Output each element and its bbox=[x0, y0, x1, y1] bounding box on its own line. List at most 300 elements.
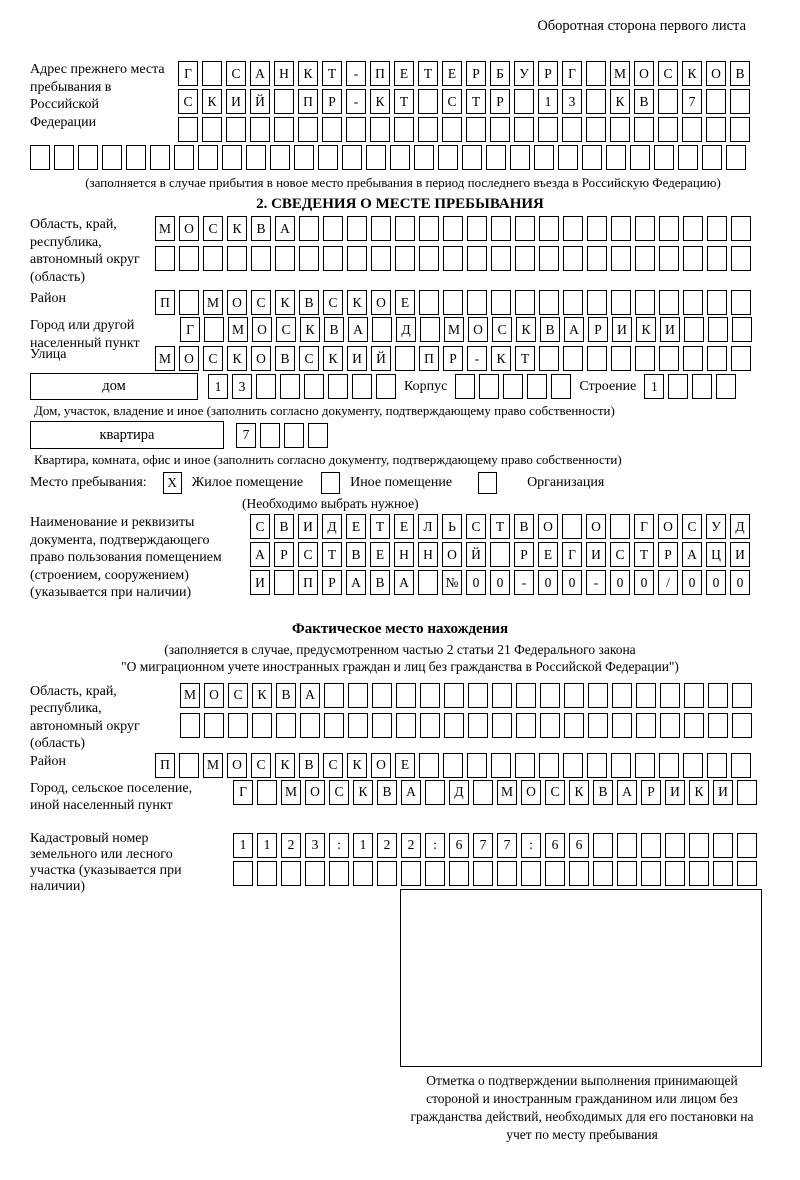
char-box[interactable]: С bbox=[329, 780, 349, 805]
char-box[interactable] bbox=[612, 713, 632, 738]
char-box[interactable]: С bbox=[442, 89, 462, 114]
char-box[interactable]: А bbox=[250, 61, 270, 86]
char-box[interactable] bbox=[419, 290, 439, 315]
char-box[interactable]: К bbox=[227, 216, 247, 241]
checkbox-other-premises[interactable] bbox=[321, 472, 340, 494]
char-box[interactable] bbox=[731, 753, 751, 778]
char-box[interactable] bbox=[322, 117, 342, 142]
char-box[interactable] bbox=[347, 246, 367, 271]
char-box[interactable]: К bbox=[227, 346, 247, 371]
char-box[interactable] bbox=[635, 246, 655, 271]
char-box[interactable]: Н bbox=[394, 542, 414, 567]
char-box[interactable] bbox=[708, 713, 728, 738]
char-box[interactable] bbox=[202, 61, 222, 86]
char-box[interactable]: : bbox=[425, 833, 445, 858]
char-box[interactable] bbox=[587, 346, 607, 371]
char-box[interactable]: Р bbox=[658, 542, 678, 567]
char-box[interactable] bbox=[395, 216, 415, 241]
char-box[interactable] bbox=[425, 861, 445, 886]
char-box[interactable]: 7 bbox=[497, 833, 517, 858]
char-box[interactable] bbox=[545, 861, 565, 886]
char-box[interactable] bbox=[467, 753, 487, 778]
char-box[interactable]: М bbox=[155, 346, 175, 371]
char-box[interactable]: И bbox=[226, 89, 246, 114]
char-box[interactable] bbox=[692, 374, 712, 399]
char-box[interactable] bbox=[198, 145, 218, 170]
char-box[interactable]: О bbox=[371, 290, 391, 315]
char-box[interactable] bbox=[611, 753, 631, 778]
char-box[interactable] bbox=[563, 346, 583, 371]
char-box[interactable]: П bbox=[298, 570, 318, 595]
char-box[interactable] bbox=[515, 216, 535, 241]
char-box[interactable] bbox=[497, 861, 517, 886]
char-box[interactable]: 0 bbox=[682, 570, 702, 595]
char-box[interactable]: В bbox=[299, 753, 319, 778]
char-box[interactable]: К bbox=[323, 346, 343, 371]
char-box[interactable] bbox=[228, 713, 248, 738]
char-box[interactable]: С bbox=[298, 542, 318, 567]
char-box[interactable] bbox=[683, 216, 703, 241]
char-box[interactable]: К bbox=[298, 61, 318, 86]
char-box[interactable]: 0 bbox=[490, 570, 510, 595]
char-box[interactable] bbox=[300, 713, 320, 738]
char-box[interactable] bbox=[731, 246, 751, 271]
char-box[interactable] bbox=[708, 317, 728, 342]
char-box[interactable] bbox=[174, 145, 194, 170]
char-box[interactable] bbox=[353, 861, 373, 886]
char-box[interactable] bbox=[419, 753, 439, 778]
char-box[interactable]: В bbox=[299, 290, 319, 315]
char-box[interactable]: 0 bbox=[610, 570, 630, 595]
char-box[interactable] bbox=[731, 346, 751, 371]
char-box[interactable]: - bbox=[346, 89, 366, 114]
char-box[interactable] bbox=[732, 713, 752, 738]
char-box[interactable]: О bbox=[305, 780, 325, 805]
char-box[interactable] bbox=[510, 145, 530, 170]
char-box[interactable]: А bbox=[348, 317, 368, 342]
char-box[interactable] bbox=[659, 290, 679, 315]
char-box[interactable] bbox=[466, 117, 486, 142]
char-box[interactable]: А bbox=[394, 570, 414, 595]
char-box[interactable]: К bbox=[370, 89, 390, 114]
char-box[interactable] bbox=[732, 683, 752, 708]
char-box[interactable] bbox=[274, 117, 294, 142]
char-box[interactable] bbox=[731, 216, 751, 241]
char-box[interactable]: : bbox=[329, 833, 349, 858]
char-box[interactable] bbox=[659, 346, 679, 371]
char-box[interactable]: Й bbox=[466, 542, 486, 567]
char-box[interactable] bbox=[611, 216, 631, 241]
char-box[interactable]: Т bbox=[394, 89, 414, 114]
char-box[interactable] bbox=[737, 833, 757, 858]
char-box[interactable]: Е bbox=[395, 753, 415, 778]
char-box[interactable]: И bbox=[660, 317, 680, 342]
char-box[interactable]: М bbox=[228, 317, 248, 342]
char-box[interactable] bbox=[707, 246, 727, 271]
char-box[interactable]: Е bbox=[394, 514, 414, 539]
char-box[interactable] bbox=[702, 145, 722, 170]
char-box[interactable] bbox=[274, 570, 294, 595]
char-box[interactable]: М bbox=[610, 61, 630, 86]
char-box[interactable] bbox=[78, 145, 98, 170]
char-box[interactable] bbox=[468, 713, 488, 738]
char-box[interactable] bbox=[641, 833, 661, 858]
char-box[interactable] bbox=[492, 683, 512, 708]
char-box[interactable] bbox=[634, 117, 654, 142]
char-box[interactable]: И bbox=[665, 780, 685, 805]
char-box[interactable]: К bbox=[275, 753, 295, 778]
char-box[interactable]: / bbox=[658, 570, 678, 595]
char-box[interactable]: В bbox=[324, 317, 344, 342]
char-box[interactable]: 3 bbox=[562, 89, 582, 114]
char-box[interactable]: Т bbox=[418, 61, 438, 86]
char-box[interactable]: В bbox=[276, 683, 296, 708]
char-box[interactable]: В bbox=[275, 346, 295, 371]
char-box[interactable] bbox=[713, 861, 733, 886]
char-box[interactable] bbox=[329, 861, 349, 886]
char-box[interactable] bbox=[610, 117, 630, 142]
char-box[interactable]: К bbox=[275, 290, 295, 315]
char-box[interactable] bbox=[665, 861, 685, 886]
char-box[interactable]: С bbox=[545, 780, 565, 805]
char-box[interactable] bbox=[372, 683, 392, 708]
char-box[interactable] bbox=[558, 145, 578, 170]
char-box[interactable] bbox=[486, 145, 506, 170]
char-box[interactable] bbox=[419, 246, 439, 271]
char-box[interactable]: Е bbox=[538, 542, 558, 567]
char-box[interactable] bbox=[683, 246, 703, 271]
char-box[interactable]: 1 bbox=[257, 833, 277, 858]
char-box[interactable] bbox=[372, 713, 392, 738]
char-box[interactable] bbox=[444, 683, 464, 708]
char-box[interactable]: К bbox=[610, 89, 630, 114]
char-box[interactable] bbox=[394, 117, 414, 142]
char-box[interactable]: 2 bbox=[281, 833, 301, 858]
char-box[interactable] bbox=[468, 683, 488, 708]
char-box[interactable] bbox=[503, 374, 523, 399]
char-box[interactable]: 2 bbox=[377, 833, 397, 858]
char-box[interactable]: В bbox=[377, 780, 397, 805]
char-box[interactable] bbox=[514, 89, 534, 114]
char-box[interactable]: О bbox=[634, 61, 654, 86]
char-box[interactable]: С bbox=[658, 61, 678, 86]
char-box[interactable]: Т bbox=[634, 542, 654, 567]
char-box[interactable]: 0 bbox=[634, 570, 654, 595]
char-box[interactable] bbox=[587, 246, 607, 271]
char-box[interactable] bbox=[611, 346, 631, 371]
char-box[interactable]: Н bbox=[274, 61, 294, 86]
char-box[interactable] bbox=[516, 713, 536, 738]
char-box[interactable] bbox=[298, 117, 318, 142]
char-box[interactable] bbox=[467, 290, 487, 315]
char-box[interactable]: О bbox=[204, 683, 224, 708]
char-box[interactable] bbox=[635, 216, 655, 241]
char-box[interactable] bbox=[732, 317, 752, 342]
char-box[interactable] bbox=[515, 246, 535, 271]
char-box[interactable] bbox=[204, 317, 224, 342]
char-box[interactable]: П bbox=[298, 89, 318, 114]
char-box[interactable]: А bbox=[564, 317, 584, 342]
char-box[interactable] bbox=[284, 423, 304, 448]
char-box[interactable]: А bbox=[401, 780, 421, 805]
char-box[interactable]: Г bbox=[562, 61, 582, 86]
char-box[interactable]: 7 bbox=[236, 423, 256, 448]
char-box[interactable] bbox=[635, 753, 655, 778]
char-box[interactable]: В bbox=[634, 89, 654, 114]
char-box[interactable]: Е bbox=[442, 61, 462, 86]
char-box[interactable]: 7 bbox=[682, 89, 702, 114]
char-box[interactable]: - bbox=[514, 570, 534, 595]
char-box[interactable] bbox=[562, 117, 582, 142]
char-box[interactable]: Е bbox=[346, 514, 366, 539]
char-box[interactable]: 6 bbox=[449, 833, 469, 858]
char-box[interactable]: Й bbox=[250, 89, 270, 114]
char-box[interactable]: Д bbox=[396, 317, 416, 342]
char-box[interactable] bbox=[635, 346, 655, 371]
char-box[interactable] bbox=[582, 145, 602, 170]
char-box[interactable] bbox=[30, 145, 50, 170]
char-box[interactable] bbox=[179, 753, 199, 778]
char-box[interactable] bbox=[342, 145, 362, 170]
char-box[interactable] bbox=[328, 374, 348, 399]
char-box[interactable] bbox=[257, 780, 277, 805]
char-box[interactable]: У bbox=[706, 514, 726, 539]
char-box[interactable] bbox=[377, 861, 397, 886]
char-box[interactable] bbox=[299, 246, 319, 271]
char-box[interactable]: Р bbox=[588, 317, 608, 342]
char-box[interactable]: - bbox=[586, 570, 606, 595]
char-box[interactable] bbox=[438, 145, 458, 170]
char-box[interactable] bbox=[491, 216, 511, 241]
char-box[interactable]: В bbox=[730, 61, 750, 86]
char-box[interactable]: С bbox=[276, 317, 296, 342]
char-box[interactable] bbox=[126, 145, 146, 170]
char-box[interactable]: Д bbox=[322, 514, 342, 539]
char-box[interactable] bbox=[449, 861, 469, 886]
char-box[interactable] bbox=[678, 145, 698, 170]
char-box[interactable]: С bbox=[492, 317, 512, 342]
char-box[interactable] bbox=[683, 290, 703, 315]
char-box[interactable]: М bbox=[497, 780, 517, 805]
char-box[interactable] bbox=[538, 117, 558, 142]
char-box[interactable] bbox=[155, 246, 175, 271]
char-box[interactable] bbox=[617, 861, 637, 886]
char-box[interactable] bbox=[226, 117, 246, 142]
char-box[interactable] bbox=[706, 89, 726, 114]
char-box[interactable] bbox=[491, 290, 511, 315]
char-box[interactable]: 1 bbox=[353, 833, 373, 858]
char-box[interactable] bbox=[683, 753, 703, 778]
char-box[interactable] bbox=[636, 683, 656, 708]
char-box[interactable] bbox=[562, 514, 582, 539]
char-box[interactable] bbox=[150, 145, 170, 170]
char-box[interactable] bbox=[539, 290, 559, 315]
char-box[interactable] bbox=[256, 374, 276, 399]
char-box[interactable] bbox=[323, 216, 343, 241]
char-box[interactable] bbox=[563, 216, 583, 241]
char-box[interactable]: В bbox=[274, 514, 294, 539]
char-box[interactable]: О bbox=[586, 514, 606, 539]
char-box[interactable]: С bbox=[682, 514, 702, 539]
char-box[interactable]: Г bbox=[233, 780, 253, 805]
char-box[interactable] bbox=[658, 117, 678, 142]
char-box[interactable]: Р bbox=[466, 61, 486, 86]
char-box[interactable] bbox=[257, 861, 277, 886]
char-box[interactable]: О bbox=[442, 542, 462, 567]
char-box[interactable] bbox=[659, 753, 679, 778]
char-box[interactable]: А bbox=[346, 570, 366, 595]
char-box[interactable]: М bbox=[155, 216, 175, 241]
char-box[interactable] bbox=[281, 861, 301, 886]
char-box[interactable] bbox=[593, 833, 613, 858]
char-box[interactable] bbox=[390, 145, 410, 170]
char-box[interactable] bbox=[414, 145, 434, 170]
char-box[interactable] bbox=[707, 346, 727, 371]
char-box[interactable] bbox=[348, 683, 368, 708]
char-box[interactable]: Д bbox=[449, 780, 469, 805]
char-box[interactable]: А bbox=[250, 542, 270, 567]
char-box[interactable] bbox=[606, 145, 626, 170]
char-box[interactable] bbox=[521, 861, 541, 886]
char-box[interactable]: С bbox=[323, 290, 343, 315]
char-box[interactable] bbox=[246, 145, 266, 170]
char-box[interactable] bbox=[250, 117, 270, 142]
char-box[interactable]: М bbox=[444, 317, 464, 342]
char-box[interactable]: Т bbox=[466, 89, 486, 114]
char-box[interactable] bbox=[707, 290, 727, 315]
char-box[interactable]: К bbox=[689, 780, 709, 805]
char-box[interactable]: М bbox=[180, 683, 200, 708]
char-box[interactable] bbox=[467, 216, 487, 241]
char-box[interactable] bbox=[551, 374, 571, 399]
char-box[interactable]: К bbox=[300, 317, 320, 342]
char-box[interactable]: С bbox=[228, 683, 248, 708]
char-box[interactable]: А bbox=[300, 683, 320, 708]
char-box[interactable] bbox=[443, 216, 463, 241]
char-box[interactable]: П bbox=[370, 61, 390, 86]
char-box[interactable] bbox=[515, 753, 535, 778]
char-box[interactable] bbox=[564, 683, 584, 708]
char-box[interactable]: 3 bbox=[305, 833, 325, 858]
char-box[interactable] bbox=[233, 861, 253, 886]
char-box[interactable] bbox=[563, 290, 583, 315]
char-box[interactable] bbox=[323, 246, 343, 271]
char-box[interactable] bbox=[275, 246, 295, 271]
char-box[interactable] bbox=[318, 145, 338, 170]
char-box[interactable] bbox=[492, 713, 512, 738]
char-box[interactable]: Ь bbox=[442, 514, 462, 539]
char-box[interactable]: Г bbox=[562, 542, 582, 567]
char-box[interactable]: 1 bbox=[208, 374, 228, 399]
char-box[interactable] bbox=[708, 683, 728, 708]
char-box[interactable]: О bbox=[227, 290, 247, 315]
char-box[interactable]: И bbox=[730, 542, 750, 567]
char-box[interactable] bbox=[659, 246, 679, 271]
char-box[interactable]: О bbox=[521, 780, 541, 805]
char-box[interactable] bbox=[540, 713, 560, 738]
char-box[interactable] bbox=[587, 290, 607, 315]
char-box[interactable]: К bbox=[202, 89, 222, 114]
char-box[interactable]: Г bbox=[634, 514, 654, 539]
char-box[interactable] bbox=[539, 346, 559, 371]
char-box[interactable]: Р bbox=[322, 570, 342, 595]
char-box[interactable]: Р bbox=[514, 542, 534, 567]
char-box[interactable] bbox=[370, 117, 390, 142]
char-box[interactable]: 3 bbox=[232, 374, 252, 399]
char-box[interactable]: С bbox=[203, 346, 223, 371]
char-box[interactable] bbox=[418, 570, 438, 595]
char-box[interactable]: 1 bbox=[538, 89, 558, 114]
char-box[interactable]: О bbox=[179, 216, 199, 241]
char-box[interactable]: И bbox=[250, 570, 270, 595]
char-box[interactable]: В bbox=[370, 570, 390, 595]
char-box[interactable]: В bbox=[251, 216, 271, 241]
char-box[interactable] bbox=[515, 290, 535, 315]
char-box[interactable] bbox=[366, 145, 386, 170]
checkbox-residential[interactable]: X bbox=[163, 472, 182, 494]
char-box[interactable] bbox=[593, 861, 613, 886]
char-box[interactable] bbox=[473, 780, 493, 805]
char-box[interactable] bbox=[462, 145, 482, 170]
char-box[interactable]: К bbox=[636, 317, 656, 342]
char-box[interactable]: 1 bbox=[644, 374, 664, 399]
char-box[interactable]: О bbox=[658, 514, 678, 539]
char-box[interactable]: Р bbox=[490, 89, 510, 114]
char-box[interactable] bbox=[588, 713, 608, 738]
char-box[interactable] bbox=[443, 290, 463, 315]
char-box[interactable]: 6 bbox=[569, 833, 589, 858]
char-box[interactable]: С bbox=[251, 753, 271, 778]
char-box[interactable] bbox=[179, 246, 199, 271]
char-box[interactable]: М bbox=[203, 290, 223, 315]
char-box[interactable] bbox=[305, 861, 325, 886]
char-box[interactable]: И bbox=[347, 346, 367, 371]
char-box[interactable] bbox=[658, 89, 678, 114]
char-box[interactable]: К bbox=[569, 780, 589, 805]
char-box[interactable]: А bbox=[682, 542, 702, 567]
char-box[interactable] bbox=[180, 713, 200, 738]
char-box[interactable]: А bbox=[617, 780, 637, 805]
char-box[interactable]: Л bbox=[418, 514, 438, 539]
char-box[interactable]: В bbox=[593, 780, 613, 805]
char-box[interactable] bbox=[179, 290, 199, 315]
char-box[interactable] bbox=[636, 713, 656, 738]
char-box[interactable] bbox=[668, 374, 688, 399]
char-box[interactable]: Н bbox=[418, 542, 438, 567]
char-box[interactable] bbox=[395, 346, 415, 371]
char-box[interactable] bbox=[444, 713, 464, 738]
char-box[interactable]: Т bbox=[322, 61, 342, 86]
char-box[interactable] bbox=[641, 861, 661, 886]
char-box[interactable]: Т bbox=[322, 542, 342, 567]
char-box[interactable] bbox=[713, 833, 733, 858]
char-box[interactable] bbox=[569, 861, 589, 886]
char-box[interactable]: О bbox=[252, 317, 272, 342]
char-box[interactable]: 0 bbox=[466, 570, 486, 595]
char-box[interactable] bbox=[347, 216, 367, 241]
char-box[interactable]: М bbox=[281, 780, 301, 805]
char-box[interactable] bbox=[683, 346, 703, 371]
char-box[interactable]: К bbox=[491, 346, 511, 371]
char-box[interactable]: К bbox=[682, 61, 702, 86]
char-box[interactable] bbox=[443, 753, 463, 778]
char-box[interactable] bbox=[443, 246, 463, 271]
char-box[interactable]: И bbox=[586, 542, 606, 567]
char-box[interactable] bbox=[442, 117, 462, 142]
char-box[interactable] bbox=[527, 374, 547, 399]
char-box[interactable] bbox=[419, 216, 439, 241]
char-box[interactable]: С bbox=[299, 346, 319, 371]
